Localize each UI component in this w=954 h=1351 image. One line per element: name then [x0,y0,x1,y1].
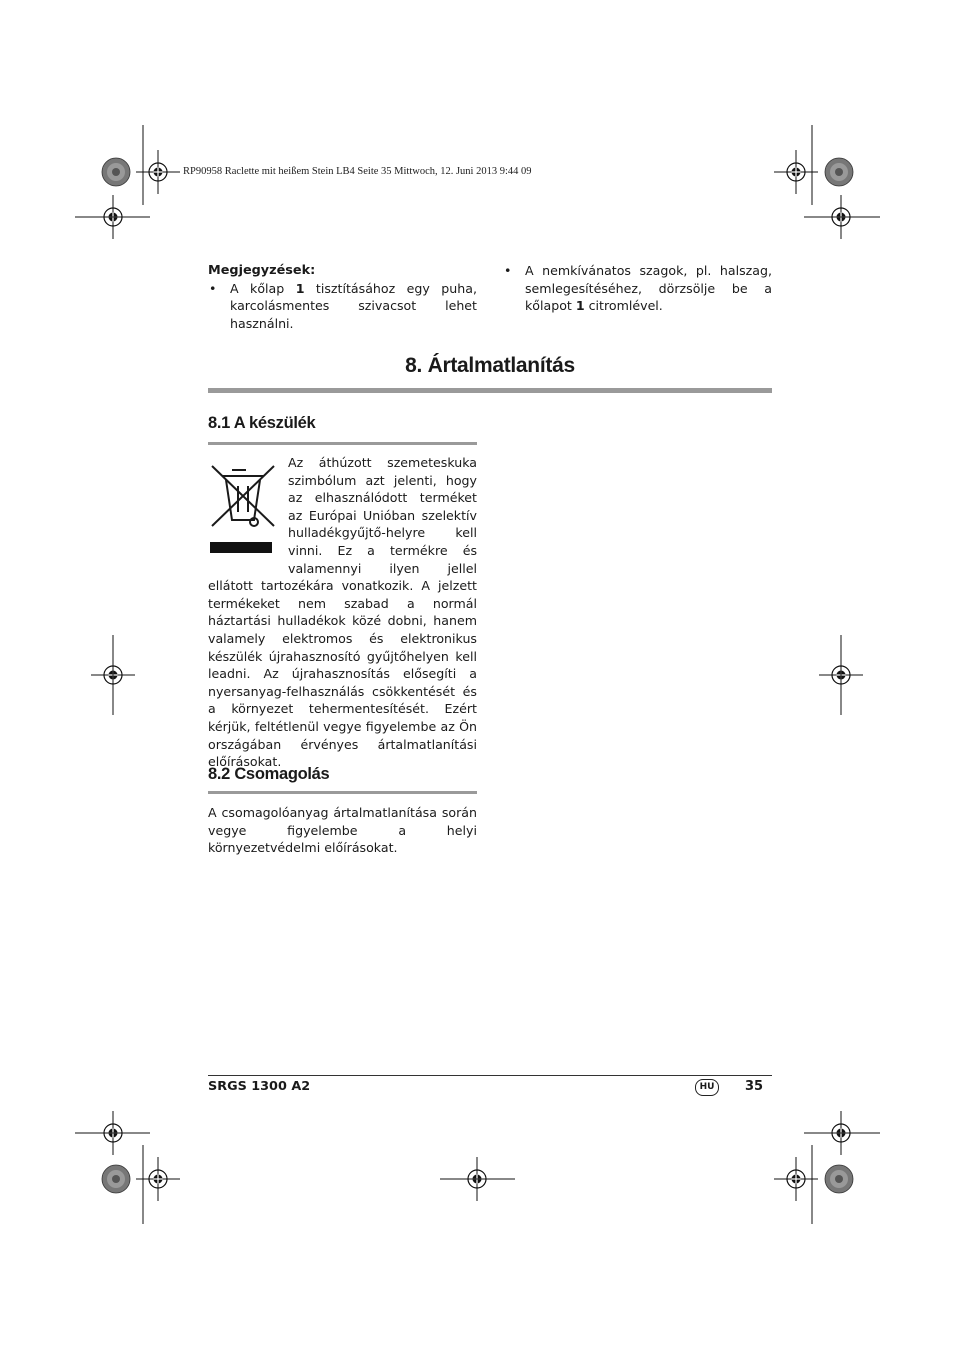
color-target-icon [102,1165,130,1193]
registration-mark-icon [774,150,818,194]
note-text: A kőlap [230,280,296,296]
color-target-icon [825,158,853,186]
print-slug: RP90958 Raclette mit heißem Stein LB4 Seite 35 Mittwoch, 12. Juni 2013 9:44 09 [183,166,532,177]
bullet-dot: • [209,280,217,296]
bullet-dot: • [504,263,512,278]
part-ref: 1 [295,280,305,296]
part-ref: 1 [575,298,585,314]
registration-mark-icon [774,1157,818,1201]
language-badge: HU [695,1079,719,1096]
note-text: citromlével. [584,298,663,314]
note-text: A nemkívánatos szagok, pl. halszag, semlegesítéséhez, dörzsölje be a kőlapot [525,263,772,314]
page-number: 35 [745,1079,764,1094]
packaging-paragraph: A csomagolóanyag ártalmatlanítása során vegye figyelembe a helyi környezetvédelmi előírásokat. [208,805,477,856]
footer-model: SRGS 1300 A2 [208,1079,311,1094]
color-target-icon [102,158,130,186]
note-text: tisztításához egy puha, karcolásmentes szivacsot lehet használni. [230,280,477,331]
device-disposal-paragraph: Az áthúzott szemeteskuka szimbólum azt jelenti, hogy az elhasználódott terméket az Európai Unióban szelektív hulladékgyűjtő-helyre kell vinni. Ez a termékre és valamennyi ilyen jellel ellátott tartozékára vonatkozik. A jelzett termékeket nem szabad a normál háztartási hulladékok közé dobni, hanem valamely elektromos és elektronikus készülék újrahasznosító gyűjtőhelyen kell leadni. Az újrahasznosítás elősegíti a nyersanyag-felhasználás csökkentését és a környezet tehermentesítését. Ezért kérjük, feltétlenül vegye figyelembe az Ön országában érvényes ártalmatlanítási előírásokat. [208,455,477,770]
section-title: 8. Ártalmatlanítás [405,354,575,377]
subsection-title-device: 8.1 A készülék [208,414,316,432]
color-target-icon [825,1165,853,1193]
notes-heading: Megjegyzések: [208,263,316,278]
subsection-title-packaging: 8.2 Csomagolás [208,765,330,783]
